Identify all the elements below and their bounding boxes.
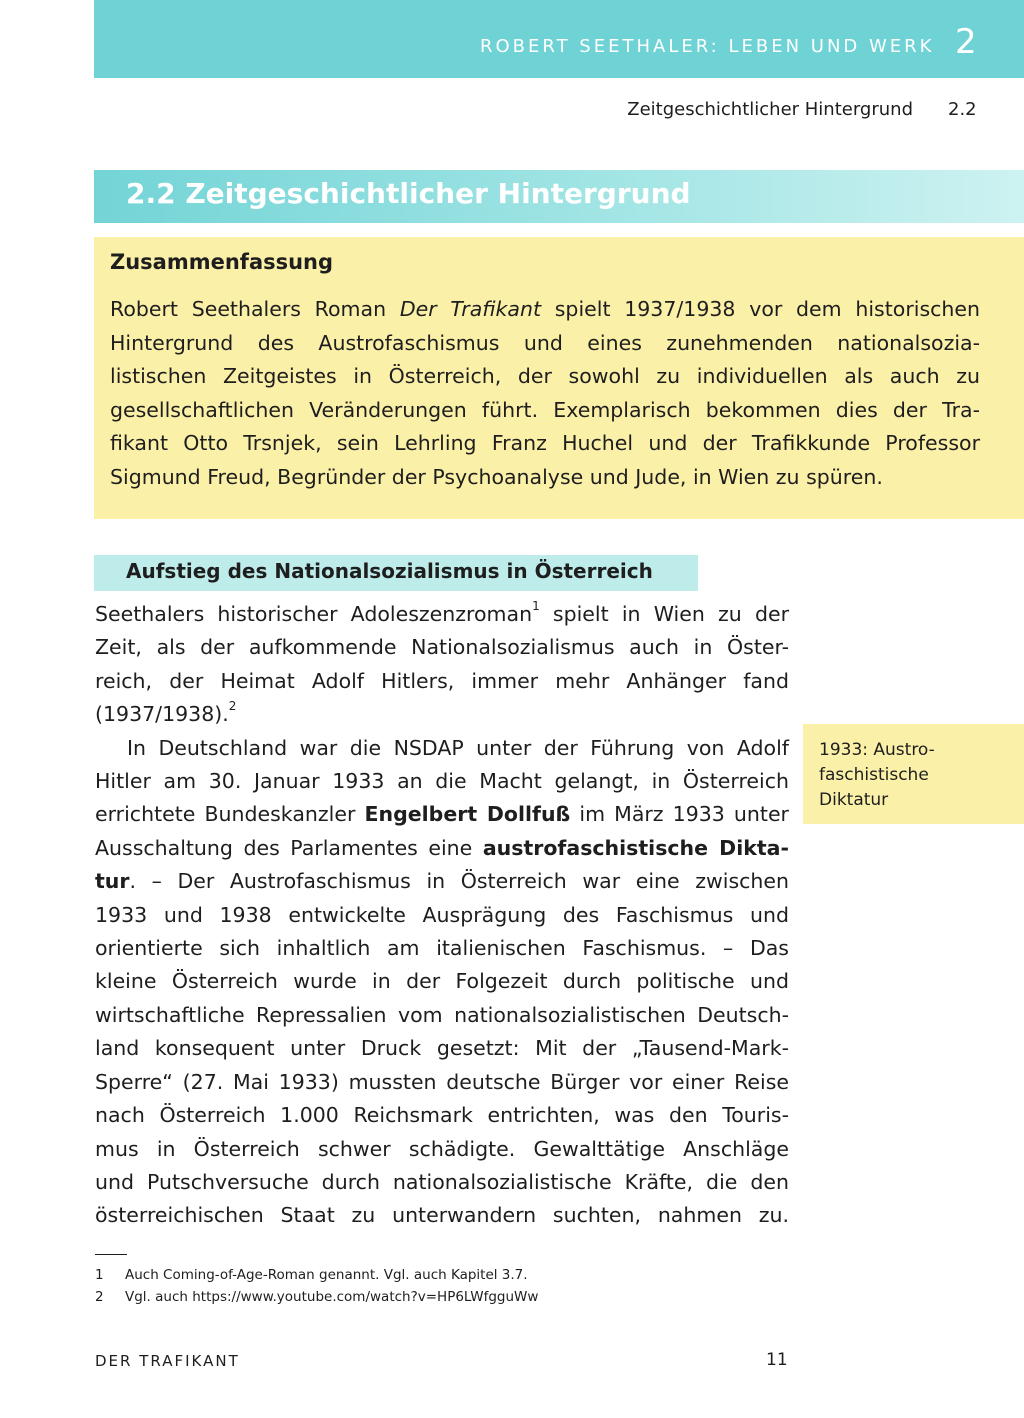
footnote-ref-2: 2 [228, 699, 237, 714]
margin-note-text: 1933: Austro- faschistische Diktatur [819, 740, 935, 810]
bold-term: Engelbert Dollfuß [364, 802, 571, 827]
book-title-italic: Der Trafikant [399, 297, 542, 321]
chapter-number: 2 [955, 22, 977, 62]
body-line: (1937/1938).$^2$ [95, 699, 237, 727]
body-line: reich, der Heimat Adolf Hitlers, immer mehr Anhänger fand [95, 668, 789, 693]
page-number: 11 [766, 1350, 788, 1370]
summary-line: Hintergrund des Austrofaschismus und eines zunehmenden nationalsozia- [110, 330, 980, 355]
body-line: Seethalers historischer Adoleszenzroman$^1$ spielt in Wien zu der [95, 599, 789, 626]
body-text [95, 598, 789, 1233]
body-line: orientierte sich inhaltlich am italienischen Faschismus. – Das [95, 936, 789, 961]
body-line: In Deutschland war die NSDAP unter der Führung von Adolf [127, 735, 789, 760]
summary-heading: Zusammenfassung [110, 250, 334, 274]
body-line: land konsequent unter Druck gesetzt: Mit der „Tausend-Mark- [95, 1036, 789, 1061]
summary-line: gesellschaftlichen Veränderungen führt. Exemplarisch bekommen dies der Tra- [110, 397, 980, 422]
bold-term: tur [95, 869, 130, 894]
body-line: österreichischen Staat zu unterwandern suchten, nahmen zu. [95, 1203, 789, 1228]
footnote-divider [95, 1254, 127, 1255]
summary-line: Sigmund Freud, Begründer der Psychoanalyse und Jude, in Wien zu spüren. [110, 464, 883, 489]
body-line: Hitler am 30. Januar 1933 an die Macht gelangt, in Österreich [95, 769, 789, 794]
subsection-title: Aufstieg des Nationalsozialismus in Österreich [126, 559, 653, 583]
body-line: wirtschaftliche Repressalien vom nationalsozialistischen Deutsch- [95, 1002, 789, 1027]
body-line: kleine Österreich wurde in der Folgezeit durch politische und [95, 969, 789, 994]
footnote-link[interactable]: Vgl. auch https://www.youtube.com/watch?v=HP6LWfgguWw [125, 1289, 539, 1305]
chapter-title: ROBERT SEETHALER: LEBEN UND WERK [480, 36, 935, 57]
body-line: 1933 und 1938 entwickelte Ausprägung des Faschismus und [95, 902, 789, 927]
body-line: errichtete Bundeskanzler Engelbert Dollfuß im März 1933 unter [95, 802, 789, 827]
body-line: nach Österreich 1.000 Reichsmark entrichten, was den Touris- [95, 1103, 789, 1128]
footnote-ref-1: 1 [532, 599, 540, 614]
summary-line: listischen Zeitgeistes in Österreich, der sowohl zu individuellen als auch zu [110, 364, 980, 388]
summary-text [110, 293, 980, 494]
summary-line: fikant Otto Trsnjek, sein Lehrling Franz Huchel und der Trafikkunde Professor [110, 431, 980, 455]
body-line: und Putschversuche durch nationalsozialistische Kräfte, die den [95, 1169, 789, 1194]
footnote-2: 2 Vgl. auch https://www.youtube.com/watch?v=HP6LWfgguWw [95, 1289, 539, 1305]
summary-line: Robert Seethalers Roman Der Trafikant spielt 1937/1938 vor dem historischen [110, 297, 980, 321]
body-line: Zeit, als der aufkommende Nationalsozialismus auch in Öster- [95, 635, 789, 660]
body-line: mus in Österreich schwer schädigte. Gewalttätige Anschläge [95, 1136, 789, 1161]
footer-book-title: DER TRAFIKANT [95, 1352, 240, 1370]
body-line: Sperre“ (27. Mai 1933) mussten deutsche Bürger vor einer Reise [95, 1069, 789, 1094]
body-line: tur. – Der Austrofaschismus in Österreich war eine zwischen [95, 869, 789, 894]
section-title: 2.2 Zeitgeschichtlicher Hintergrund [126, 177, 691, 210]
bold-term: austrofaschistische Dikta- [482, 835, 789, 860]
body-line: Ausschaltung des Parlamentes eine austrofaschistische Dikta- [95, 835, 789, 860]
running-title: Zeitgeschichtlicher Hintergrund [627, 99, 913, 120]
running-section-number: 2.2 [948, 99, 977, 120]
footnote-1: 1 Auch Coming-of-Age-Roman genannt. Vgl. auch Kapitel 3.7. [95, 1267, 528, 1283]
